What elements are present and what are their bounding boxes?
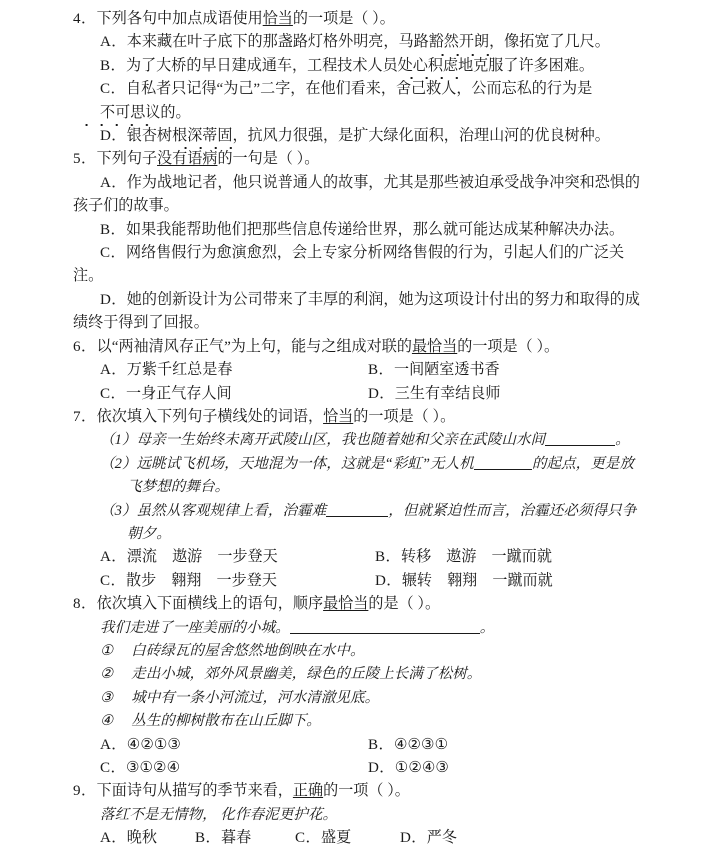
question-8-stem-pre: 依次填入下面横线上的语句，顺序 <box>96 596 324 613</box>
question-9-stem-underlined: 正确 <box>292 783 324 800</box>
option-label: D． <box>368 760 395 776</box>
fill-blank[interactable] <box>290 633 480 634</box>
question-8-option-b[interactable] <box>368 734 643 757</box>
option-text: 一间陋室透书香 <box>393 362 500 379</box>
clause-text: 丛生的柳树散布在山丘脚下。 <box>131 713 321 730</box>
question-6-option-row-2 <box>73 383 643 406</box>
question-7-sub-item-1 <box>73 429 643 452</box>
option-label: A． <box>100 34 127 51</box>
option-label: D． <box>100 128 127 145</box>
question-6-option-c[interactable] <box>100 383 368 406</box>
option-label: B． <box>100 57 126 74</box>
question-9-option-a[interactable] <box>100 827 195 850</box>
question-5-number: 5． <box>73 151 97 168</box>
question-6-number: 6． <box>73 338 97 355</box>
option-text-pre: 自私者只记得“为己”二字，在他们看来，舍己救人，公而忘私的行为是 <box>125 81 593 98</box>
question-4-stem-underlined: 恰当 <box>262 11 293 27</box>
question-6 <box>73 336 643 406</box>
question-8 <box>73 593 643 780</box>
question-9-stem-post: 的一项（ ）。 <box>323 783 410 800</box>
option-text: 网络售假行为愈演愈烈，会上专家分析网络售假的行为，引起人们的广泛关注。 <box>73 245 625 285</box>
question-6-option-d[interactable] <box>368 383 643 406</box>
question-9-stem <box>73 780 643 803</box>
option-text: 如果我能帮助他们把那些信息传递给世界，那么就可能达成某种解决办法。 <box>125 221 625 238</box>
option-label: B． <box>195 830 221 847</box>
emphasis-idiom: 处心积虑 <box>398 55 458 78</box>
question-8-clause-3 <box>73 687 643 710</box>
option-label: B． <box>375 549 401 566</box>
question-8-number: 8． <box>73 596 97 613</box>
question-8-stem-post: 的是（ ）。 <box>368 596 441 613</box>
option-label: C． <box>100 385 126 402</box>
sub-item-post: ，但就紧迫性而言，治霾还必须得只争朝夕。 <box>127 502 637 542</box>
option-label: A． <box>100 549 127 566</box>
option-label: C． <box>100 81 126 98</box>
option-text: ④②①③ <box>126 736 181 753</box>
option-text-post: 地克服了许多困难。 <box>458 57 594 74</box>
question-7-option-c[interactable] <box>100 570 375 593</box>
option-text: ①②④③ <box>394 760 449 776</box>
question-9-options <box>73 827 643 850</box>
question-5-option-b[interactable] <box>73 219 643 242</box>
clause-marker: ② <box>100 666 114 683</box>
option-label: A． <box>100 830 127 847</box>
option-text: 三生有幸结良师 <box>394 385 501 402</box>
option-text-pre: 银杏树 <box>126 128 173 145</box>
question-6-option-b[interactable] <box>368 359 643 382</box>
option-label: A． <box>100 174 127 191</box>
question-8-clause-4 <box>73 710 643 733</box>
question-7-option-d[interactable] <box>375 570 643 593</box>
option-label: D． <box>100 291 127 308</box>
clause-text: 走出小城，郊外风景幽美，绿色的丘陵上长满了松树。 <box>131 666 482 683</box>
lead-in-text: 我们走进了一座美丽的小城。 <box>100 619 290 636</box>
question-8-option-row-1 <box>73 734 643 757</box>
question-9 <box>73 780 643 850</box>
question-9-number: 9． <box>73 783 97 800</box>
option-label: D． <box>375 572 402 589</box>
clause-marker: ① <box>100 642 114 659</box>
question-5-option-d[interactable] <box>73 289 643 336</box>
option-label: C． <box>100 572 126 589</box>
option-label: B． <box>368 736 394 753</box>
option-label: D． <box>400 830 427 847</box>
option-text: 辗转 翱翔 一蹴而就 <box>401 572 553 589</box>
question-4-stem-post: 的一项是（ ）。 <box>292 11 395 27</box>
sub-item-pre: 虽然从客观规律上看，治霾难 <box>136 502 327 519</box>
question-7 <box>73 406 643 593</box>
question-6-stem <box>73 336 643 359</box>
sub-item-marker: （3） <box>100 502 137 519</box>
question-7-stem-pre: 依次填入下列句子横线处的词语， <box>96 408 324 425</box>
fill-blank[interactable] <box>545 445 615 446</box>
option-label: D． <box>368 385 395 402</box>
option-text: 散步 翱翔 一步登天 <box>125 572 277 589</box>
lead-in-post: 。 <box>479 619 495 636</box>
clause-text: 城中有一条小河流过，河水清澈见底。 <box>131 689 380 706</box>
question-9-option-c[interactable] <box>295 827 400 850</box>
emphasis-idiom: 不可思议 <box>73 102 160 125</box>
question-7-stem <box>73 406 643 429</box>
option-text: 晚秋 <box>126 830 157 847</box>
question-8-stem-underlined: 最恰当 <box>323 596 369 613</box>
question-5-stem-underlined: 没有语病 <box>157 151 218 168</box>
question-6-option-a[interactable] <box>100 359 368 382</box>
question-9-option-b[interactable] <box>195 827 295 850</box>
sub-item-pre: 母亲一生始终未离开武陵山区，我也随着她和父亲在武陵山水间 <box>136 432 546 449</box>
question-7-sub-item-3 <box>73 500 643 547</box>
question-6-option-row-1 <box>73 359 643 382</box>
option-text: ③①②④ <box>125 760 181 776</box>
question-7-stem-post: 的一项是（ ）。 <box>353 408 456 425</box>
clause-marker: ④ <box>100 713 114 730</box>
question-6-stem-pre: 以“两袖清风存正气”为上句，能与之组成对联的 <box>96 338 412 355</box>
option-text-post: ，抗风力很强，是扩大绿化面积，治理山河的优良树种。 <box>232 128 610 145</box>
question-7-option-row-2 <box>73 570 643 593</box>
question-8-lead-in <box>73 617 643 640</box>
question-9-poem-line: 落红不是无情物， 化作春泥更护花。 <box>100 806 338 823</box>
question-5-stem-pre: 下列句子 <box>96 151 158 168</box>
question-4-option-b[interactable] <box>73 55 643 78</box>
option-text: ④②③① <box>393 736 449 753</box>
question-9-stem-pre: 下面诗句从描写的季节来看， <box>96 783 293 800</box>
sub-item-post: 。 <box>615 432 630 449</box>
option-text-post: ，像拓宽了几尺。 <box>489 34 610 51</box>
option-label: B． <box>368 362 394 379</box>
question-4-option-c[interactable] <box>73 78 643 125</box>
question-8-option-c[interactable] <box>100 757 368 780</box>
option-text: 转移 遨游 一蹴而就 <box>400 549 552 566</box>
fill-blank[interactable] <box>326 516 388 517</box>
sub-item-marker: （2） <box>100 455 137 472</box>
question-8-option-d[interactable] <box>368 757 643 780</box>
option-text-post: 的。 <box>160 104 191 121</box>
question-7-sub-item-2 <box>73 453 643 500</box>
question-8-option-a[interactable] <box>100 734 368 757</box>
option-label: C． <box>100 245 126 262</box>
option-text-pre: 本来藏在叶子底下的那盏路灯格外明亮，马路 <box>126 34 429 51</box>
question-4-option-a[interactable] <box>73 31 643 54</box>
option-label: B． <box>100 221 126 238</box>
question-5 <box>73 148 643 335</box>
question-6-stem-underlined: 最恰当 <box>411 338 458 355</box>
question-4-number: 4． <box>73 11 97 27</box>
option-text: 暮春 <box>220 830 252 847</box>
question-8-option-row-2 <box>73 757 643 780</box>
option-text: 她的创新设计为公司带来了丰厚的利润，她为这项设计付出的努力和取得的成绩终于得到了回报。 <box>73 291 640 332</box>
option-text: 严冬 <box>426 830 457 847</box>
sub-item-post: 的起点，更是放飞梦想的舞台。 <box>127 455 634 496</box>
question-5-option-c[interactable] <box>73 242 643 289</box>
question-4-stem-pre: 下列各句中加点成语使用 <box>96 11 263 27</box>
question-7-stem-underlined: 恰当 <box>323 408 354 425</box>
question-7-option-row-1 <box>73 546 643 569</box>
option-text-pre: 为了大桥的早日建成通车，工程技术人员 <box>125 57 398 74</box>
question-5-stem <box>73 148 643 171</box>
question-7-number: 7． <box>73 408 97 425</box>
question-5-stem-post: 的一句是（ ）。 <box>217 151 320 168</box>
question-4-option-d[interactable] <box>73 125 643 148</box>
option-text: 一身正气存人间 <box>125 385 232 402</box>
option-label: A． <box>100 736 127 753</box>
clause-text: 白砖绿瓦的屋舍悠然地倒映在水中。 <box>131 642 365 659</box>
question-5-option-a[interactable] <box>73 172 643 219</box>
option-text: 漂流 遨游 一步登天 <box>126 549 278 566</box>
question-column <box>73 8 643 851</box>
question-6-stem-post: 的一项是（ ）。 <box>457 338 560 355</box>
sub-item-pre: 远眺试飞机场，天地混为一体，这就是“彩虹”无人机 <box>136 455 474 472</box>
question-7-option-b[interactable] <box>375 546 643 569</box>
option-label: A． <box>100 362 127 379</box>
option-text: 盛夏 <box>320 830 352 847</box>
clause-marker: ③ <box>100 689 114 706</box>
question-4-stem <box>73 8 643 31</box>
question-4 <box>73 8 643 148</box>
option-label: C． <box>295 830 321 847</box>
question-8-clause-2 <box>73 663 643 686</box>
option-text: 作为战地记者，他只说普通人的故事，尤其是那些被迫承受战争冲突和恐惧的孩子们的故事。 <box>73 174 640 215</box>
option-label: C． <box>100 760 126 776</box>
question-8-clause-1 <box>73 640 643 663</box>
emphasis-idiom: 豁然开朗 <box>429 31 489 54</box>
question-9-option-d[interactable] <box>400 827 643 850</box>
emphasis-idiom: 根深蒂固 <box>172 125 232 148</box>
question-7-option-a[interactable] <box>100 546 375 569</box>
fill-blank[interactable] <box>474 469 532 470</box>
question-8-stem <box>73 593 643 616</box>
option-text: 万紫千红总是春 <box>126 362 233 379</box>
sub-item-marker: （1） <box>100 432 137 449</box>
